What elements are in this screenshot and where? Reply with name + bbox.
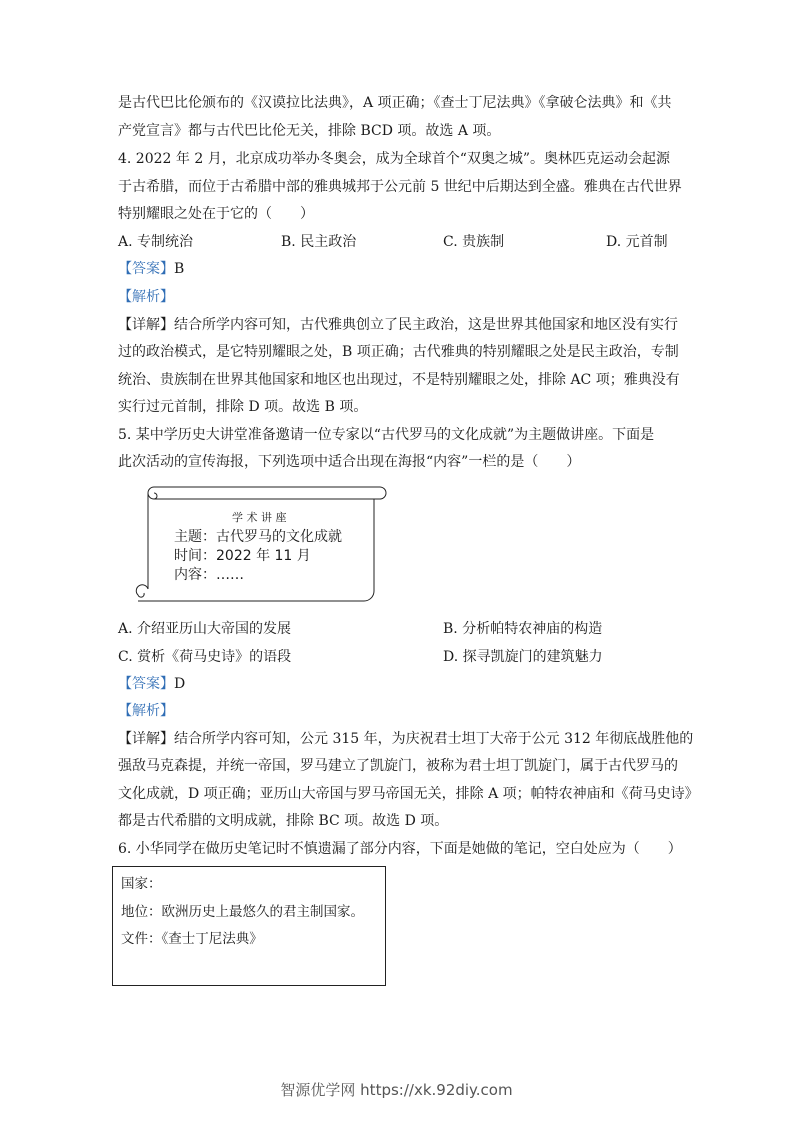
option-c: C. 贵族制 xyxy=(443,234,505,250)
question-stem-line: 于古希腊，而位于古希腊中部的雅典城邦于公元前 5 世纪中后期达到全盛。雅典在古代世界 xyxy=(118,179,682,195)
answer-line xyxy=(118,674,185,694)
note-status: 地位：欧洲历史上最悠久的君主制国家。 xyxy=(121,904,364,920)
text-line: 是古代巴比伦颁布的《汉谟拉比法典》，A 项正确；《查士丁尼法典》《拿破仑法典》和《共 xyxy=(118,95,672,111)
detail-line: 【详解】结合所学内容可知，公元 315 年，为庆祝君士坦丁大帝于公元 312 年彻底战胜他的 xyxy=(118,731,694,747)
option-b: B. 分析帕特农神庙的构造 xyxy=(443,621,603,637)
analysis-tag: 【解析】 xyxy=(118,703,174,719)
poster-heading: 学 术 讲 座 xyxy=(232,511,287,524)
analysis-tag: 【解析】 xyxy=(118,289,174,305)
answer-value: D xyxy=(174,676,186,692)
footer-watermark: 智源优学网 https://xk.92diy.com xyxy=(280,1081,513,1099)
detail-tag: 【详解】 xyxy=(118,731,174,747)
option-d: D. 探寻凯旋门的建筑魅力 xyxy=(443,649,603,665)
detail-line: 实行过元首制，排除 D 项。故选 B 项。 xyxy=(118,399,368,415)
detail-tag: 【详解】 xyxy=(118,317,174,333)
detail-line: 文化成就，D 项正确；亚历山大帝国与罗马帝国无关，排除 A 项；帕特农神庙和《荷马史诗》 xyxy=(118,786,699,802)
option-d: D. 元首制 xyxy=(606,234,668,250)
poster-topic: 主题：古代罗马的文化成就 xyxy=(174,529,342,545)
detail-line: 【详解】结合所学内容可知，古代雅典创立了民主政治，这是世界其他国家和地区没有实行 xyxy=(118,317,678,333)
text-line: 产党宣言》都与古代巴比伦无关，排除 BCD 项。故选 A 项。 xyxy=(118,123,501,139)
answer-tag: 【答案】 xyxy=(118,261,174,277)
answer-line xyxy=(118,259,184,279)
detail-line: 统治、贵族制在世界其他国家和地区也出现过，不是特别耀眼之处，排除 AC 项；雅典没有 xyxy=(118,372,680,388)
study-note-box xyxy=(112,866,386,986)
lecture-poster xyxy=(132,485,392,607)
detail-line: 强敌马克森提，并统一帝国，罗马建立了凯旋门，被称为君士坦丁凯旋门，属于古代罗马的 xyxy=(118,758,678,774)
answer-value: B xyxy=(174,261,185,277)
note-document: 文件：《查士丁尼法典》 xyxy=(121,931,263,947)
poster-time: 时间：2022 年 11 月 xyxy=(174,548,311,564)
question-stem-line: 6. 小华同学在做历史笔记时不慎遗漏了部分内容，下面是她做的笔记，空白处应为（ ） xyxy=(118,841,682,857)
question-stem-line: 特别耀眼之处在于它的（ ） xyxy=(118,206,314,222)
question-stem-line: 5. 某中学历史大讲堂准备邀请一位专家以“古代罗马的文化成就”为主题做讲座。下面是 xyxy=(118,427,655,443)
question-stem-line: 4. 2022 年 2 月，北京成功举办冬奥会，成为全球首个“双奥之城”。奥林匹克运动会起源 xyxy=(118,151,671,167)
option-a: A. 介绍亚历山大帝国的发展 xyxy=(118,621,292,637)
poster-content: 内容：…… xyxy=(174,567,244,583)
option-a: A. 专制统治 xyxy=(118,234,194,250)
detail-line: 过的政治模式，是它特别耀眼之处，B 项正确；古代雅典的特别耀眼之处是民主政治，专制 xyxy=(118,344,679,360)
note-country: 国家： xyxy=(121,876,162,892)
detail-line: 都是古代希腊的文明成就，排除 BC 项。故选 D 项。 xyxy=(118,813,449,829)
answer-tag: 【答案】 xyxy=(118,676,174,692)
option-b: B. 民主政治 xyxy=(281,234,357,250)
question-stem-line: 此次活动的宣传海报，下列选项中适合出现在海报“内容”一栏的是（ ） xyxy=(118,454,581,470)
option-c: C. 赏析《荷马史诗》的语段 xyxy=(118,649,292,665)
